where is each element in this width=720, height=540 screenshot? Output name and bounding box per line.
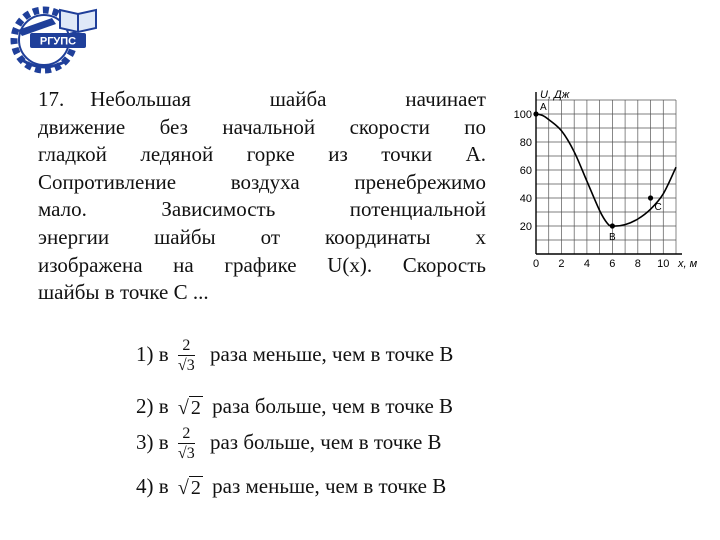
option-label: 4) в (136, 474, 169, 498)
radicand: 2 (190, 476, 201, 499)
x-axis-label: x, м (678, 258, 698, 270)
potential-energy-chart (513, 84, 700, 294)
x-tick-label: 0 (532, 258, 540, 270)
problem-line-1 (38, 86, 486, 114)
problem-line: мало. Зависимость потенциальной (38, 197, 486, 222)
fraction-numerator: 2 (182, 425, 191, 442)
y-tick-label: 40 (519, 193, 532, 205)
problem-line: изображена на графике U(x). Скорость (38, 252, 486, 277)
x-tick-label: 4 (583, 258, 590, 270)
x-tick-label: 8 (634, 258, 641, 270)
square-root: √ 2 (177, 396, 201, 419)
y-tick-label: 60 (519, 165, 532, 177)
y-axis-label: U, Дж (540, 89, 570, 101)
x-tick-label: 6 (609, 258, 616, 270)
point-A (533, 111, 538, 116)
point-label: C (654, 202, 662, 213)
option-label: 3) в (136, 429, 169, 454)
problem-number: 17. (38, 87, 65, 111)
option-text: раза меньше, чем в точке В (209, 341, 454, 366)
answer-option-2[interactable] (136, 394, 453, 420)
university-logo (0, 0, 110, 80)
problem-line: энергии шайбы от координаты x (38, 224, 486, 249)
book-icon (60, 10, 96, 32)
option-text: раз меньше, чем в точке В (212, 474, 447, 498)
logo-text: РГУПС (39, 35, 77, 48)
x-tick-label: 10 (657, 258, 670, 270)
point-label: A (540, 102, 547, 113)
problem-text (38, 86, 486, 307)
fraction (178, 338, 195, 374)
y-tick-label: 80 (519, 137, 532, 149)
square-root: √ 2 (177, 476, 201, 499)
answer-option-3[interactable] (136, 426, 442, 462)
answer-option-4[interactable] (136, 474, 446, 500)
problem-line-1-text: Небольшая шайба начинает (90, 87, 486, 111)
x-tick-label: 2 (558, 258, 565, 270)
radicand: 2 (190, 396, 201, 419)
problem-line: движение без начальной скорости по (38, 114, 486, 139)
problem-line: Сопротивление воздуха пренебрежимо (38, 169, 486, 194)
option-label: 2) в (136, 394, 169, 418)
answer-option-1[interactable] (136, 338, 453, 374)
option-text: раз больше, чем в точке В (209, 429, 442, 454)
fraction-numerator: 2 (182, 337, 191, 354)
option-label: 1) в (136, 341, 169, 366)
problem-line: шайбы в точке С ... (38, 280, 209, 305)
point-label: B (609, 232, 616, 243)
y-tick-label: 20 (519, 221, 532, 233)
point-C (648, 195, 653, 200)
fraction (178, 426, 195, 462)
fraction-denominator: √3 (177, 357, 195, 374)
point-B (610, 223, 615, 228)
option-text: раза больше, чем в точке В (212, 394, 454, 418)
y-tick-label: 100 (513, 109, 532, 121)
fraction-denominator: √3 (177, 445, 195, 462)
problem-line: гладкой ледяной горке из точки А. (38, 142, 486, 167)
